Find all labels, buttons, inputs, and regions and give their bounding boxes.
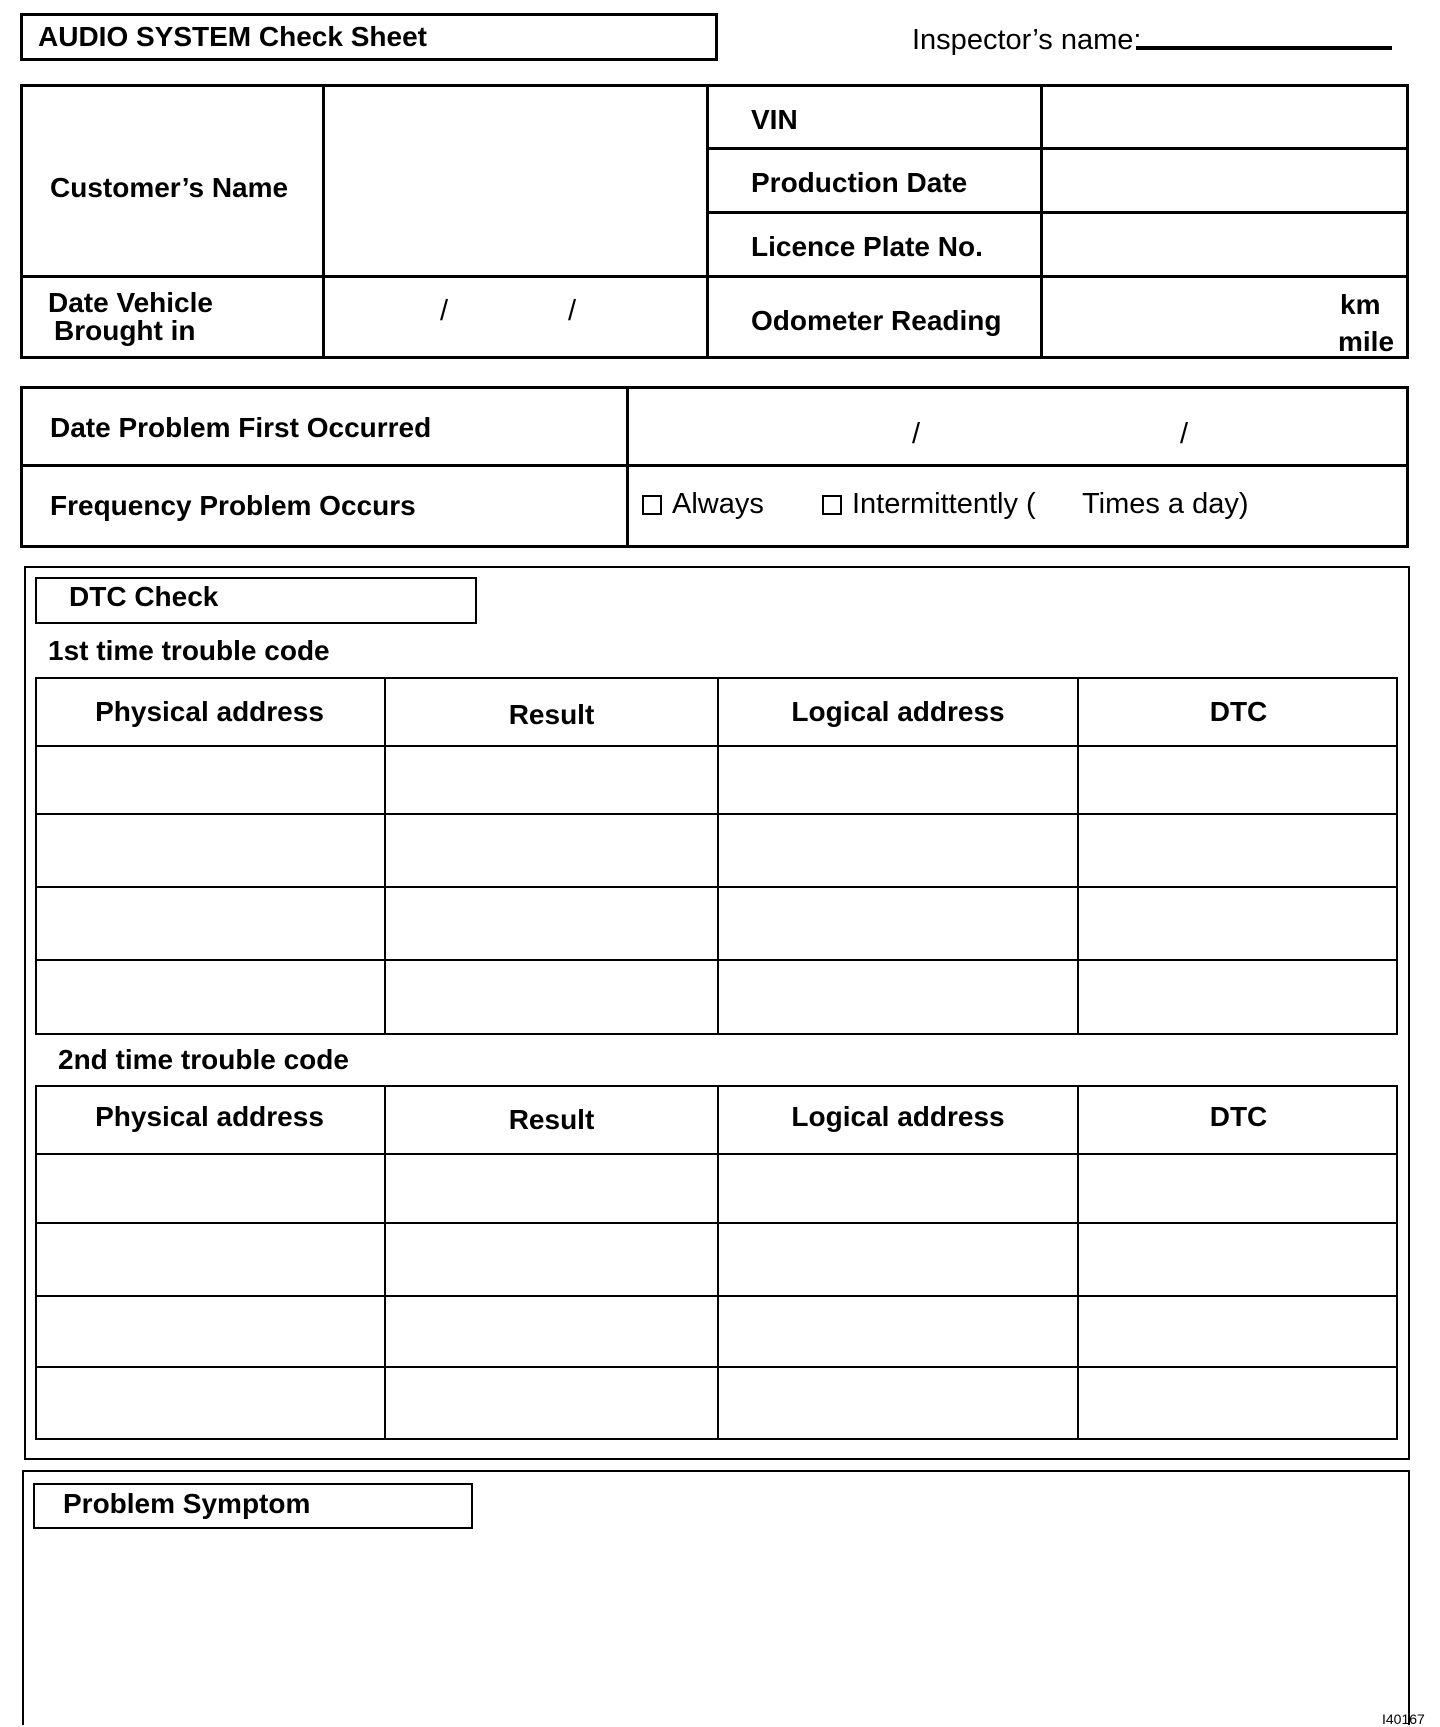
first-trouble-code-title: 1st time trouble code [48,635,330,666]
column-header-result: Result [508,699,595,730]
date-brought-in-field[interactable] [326,279,702,356]
frequency-label: Frequency Problem Occurs [50,490,416,521]
date-separator: / [440,295,449,327]
date-separator: / [568,295,577,327]
date-brought-in-label-1: Date Vehicle [48,287,213,318]
column-header-logical-address: Logical address [791,1101,1005,1132]
vin-label: VIN [751,104,798,135]
licence-plate-label: Licence Plate No. [751,231,983,262]
checkbox-always[interactable] [642,495,662,515]
option-always-label: Always [672,488,764,520]
checkbox-intermittently[interactable] [822,495,842,515]
unit-mile: mile [1338,326,1395,357]
production-date-field[interactable] [1044,151,1406,208]
date-brought-in-label-2: Brought in [54,315,196,346]
date-first-occurred-label: Date Problem First Occurred [50,412,432,443]
customer-name-field[interactable] [326,88,702,273]
column-header-physical-address: Physical address [95,696,324,727]
date-separator: / [1180,418,1189,450]
date-first-occurred-field[interactable] [630,390,1406,462]
times-a-day-label: Times a day) [1082,488,1249,520]
vin-field[interactable] [1044,88,1406,145]
column-header-logical-address: Logical address [791,696,1005,727]
option-always[interactable] [642,490,764,519]
unit-km: km [1340,289,1381,320]
customer-name-label: Customer’s Name [50,172,289,203]
column-header-result: Result [508,1104,595,1135]
dtc-check-title: DTC Check [69,581,219,612]
production-date-label: Production Date [751,167,968,198]
inspector-name-label: Inspector’s name: [912,24,1142,56]
date-separator: / [912,418,921,450]
inspector-name-field[interactable] [1136,46,1392,50]
column-header-dtc: DTC [1209,696,1268,727]
column-header-dtc: DTC [1209,1101,1268,1132]
sheet-title: AUDIO SYSTEM Check Sheet [38,21,427,52]
odometer-label: Odometer Reading [751,305,1002,336]
second-trouble-code-title: 2nd time trouble code [58,1044,349,1075]
licence-plate-field[interactable] [1044,215,1406,272]
option-intermittently[interactable] [822,490,1036,519]
problem-symptom-title: Problem Symptom [63,1488,311,1519]
column-header-physical-address: Physical address [95,1101,324,1132]
figure-id: I40167 [1382,1711,1425,1727]
option-intermittently-label: Intermittently ( [852,488,1036,520]
